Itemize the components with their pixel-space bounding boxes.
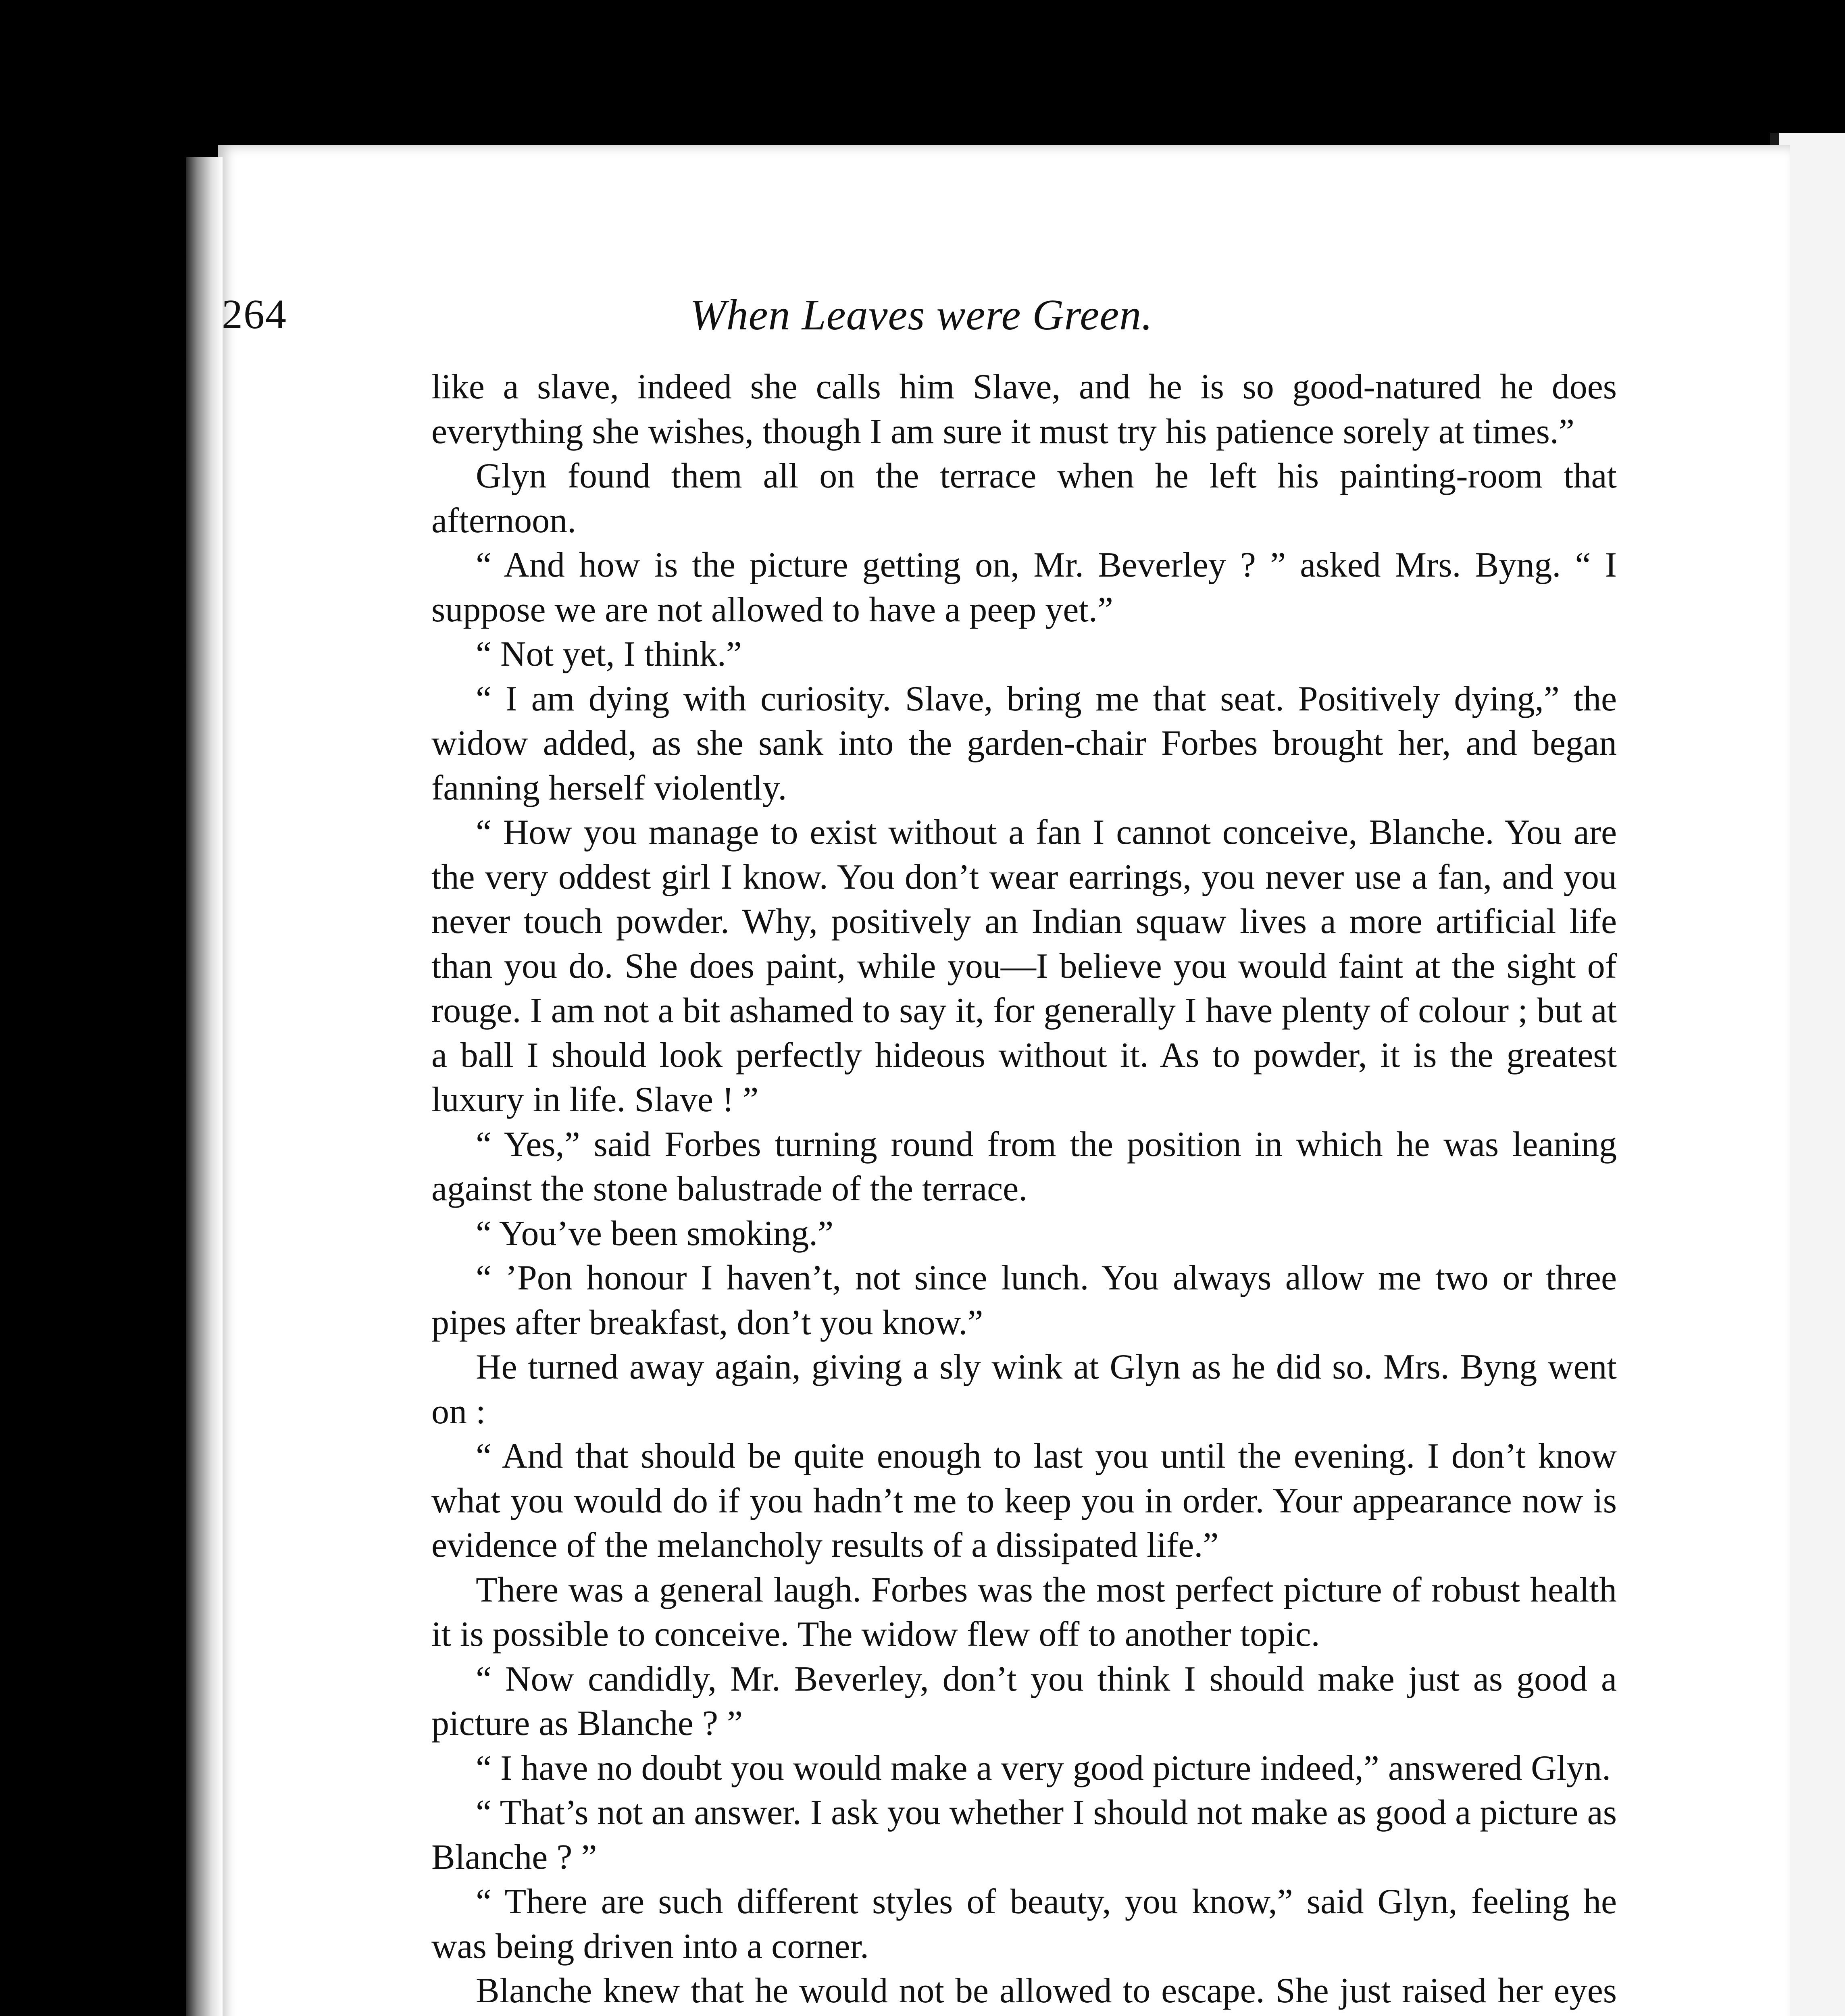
paragraph-1: like a slave, indeed she calls him Slave, and he is so good-natured he does everything she wishes, though I am sure it must try his patience sorely at times.” [431,367,1617,451]
paragraph-11: “ And that should be quite enough to last you until the evening. I don’t know what you would do if you hadn’t me to keep you in order. Your appearance now is evidence of the melancholy results of a dissipated life.” [431,1437,1617,1565]
page-header [222,290,1621,347]
paragraph-2: Glyn found them all on the terrace when he left his painting-room that afternoon. [431,456,1617,540]
paragraph-8: “ You’ve been smoking.” [476,1214,834,1253]
paragraph-4: “ Not yet, I think.” [476,635,742,674]
page-number: 264 [222,291,287,337]
paragraph-13: “ Now candidly, Mr. Beverley, don’t you think I should make just as good a picture as Blanche ? ” [431,1659,1617,1743]
paragraph-15: “ That’s not an answer. I ask you whether I should not make as good a picture as Blanche ? ” [431,1793,1617,1877]
paragraph-16: “ There are such different styles of beauty, you know,” said Glyn, feeling he was being driven into a corner. [431,1882,1617,1966]
paragraph-17: Blanche knew that he would not be allowed to escape. She just raised her eyes [476,1971,1617,2010]
body-text [431,365,1617,2016]
paragraph-12: There was a general laugh. Forbes was the most perfect picture of robust health it is possible to conceive. The widow flew off to another topic. [431,1570,1617,1654]
paragraph-9: “ ’Pon honour I haven’t, not since lunch. You always allow me two or three pipes after breakfast, don’t you know.” [431,1258,1617,1342]
page-binding-shadow [186,157,223,2016]
paragraph-5: “ I am dying with curiosity. Slave, bring me that seat. Positively dying,” the widow added, as she sank into the garden-chair Forbes brought her, and began fanning herself violently. [431,679,1617,808]
running-head: When Leaves were Green. [689,291,1153,339]
paragraph-6: “ How you manage to exist without a fan I cannot conceive, Blanche. You are the very oddest girl I know. You don’t wear earrings, you never use a fan, and you never touch powder. Why, positively an Indian squaw lives a more artificial life than you do. She does paint, while you—I believe you would faint at the sight of rouge. I am not a bit ashamed to say it, for generally I have plenty of colour ; but at a ball I should look perfectly hideous without it. As to powder, it is the greatest luxury in life. Slave ! ” [431,813,1617,1119]
paragraph-10: He turned away again, giving a sly wink at Glyn as he did so. Mrs. Byng went on : [431,1347,1617,1431]
paragraph-7: “ Yes,” said Forbes turning round from the position in which he was leaning against the stone balustrade of the terrace. [431,1125,1617,1208]
paragraph-3: “ And how is the picture getting on, Mr. Beverley ? ” asked Mrs. Byng. “ I suppose we are not allowed to have a peep yet.” [431,546,1617,629]
paragraph-14: “ I have no doubt you would make a very good picture indeed,” answered Glyn. [476,1748,1611,1788]
